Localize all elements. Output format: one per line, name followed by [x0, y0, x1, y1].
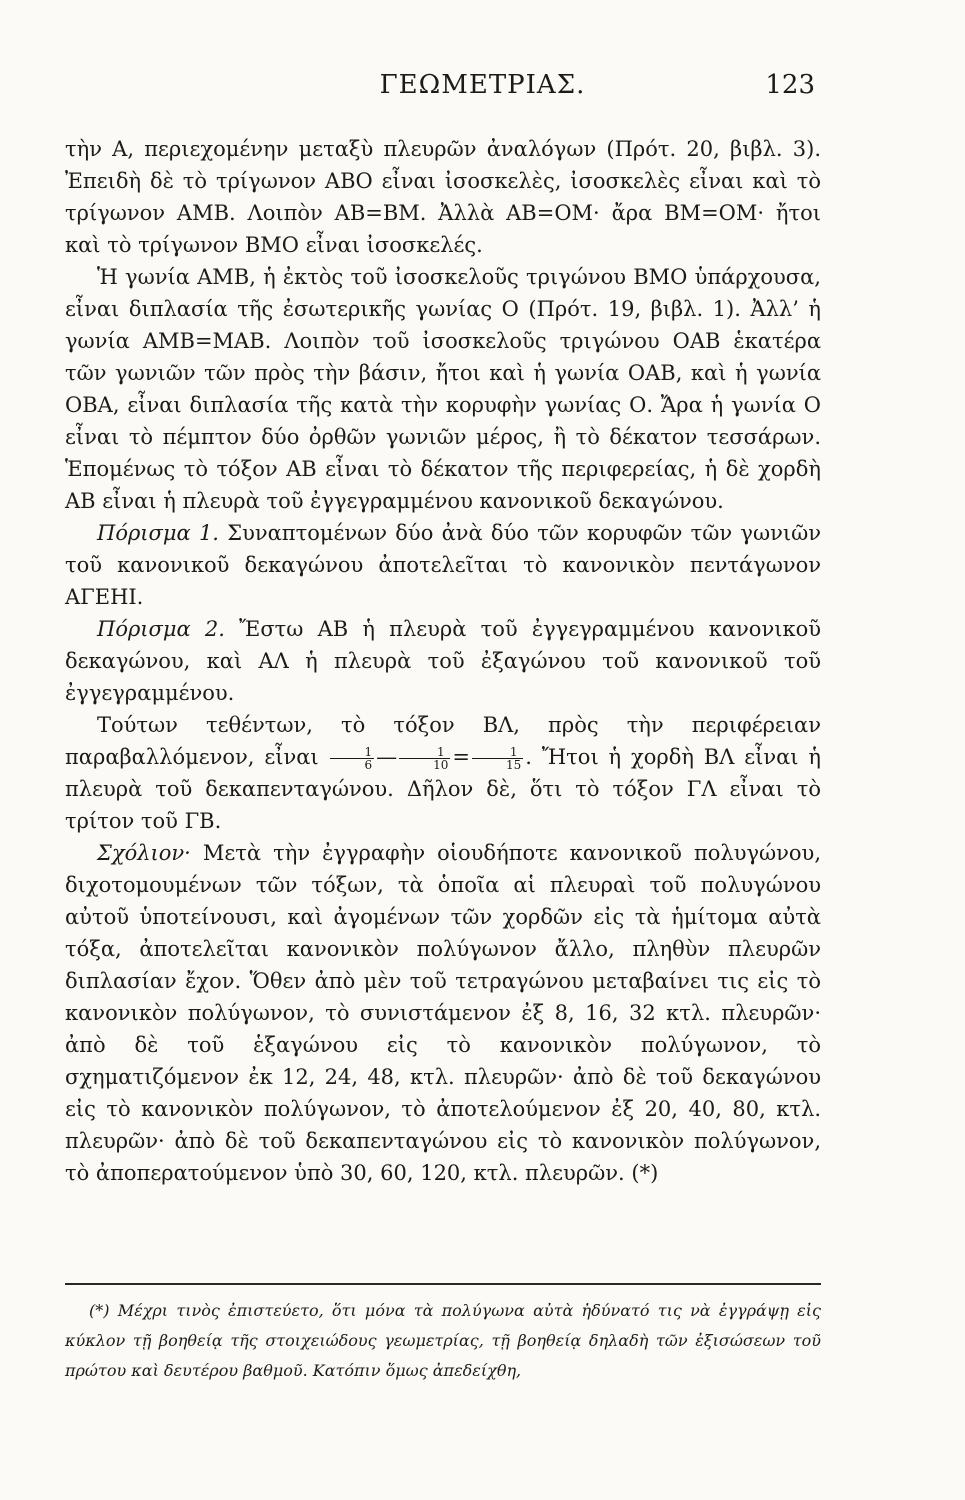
footnote-text: (*) Μέχρι τινὸς ἐπιστεύετο, ὅτι μόνα τὰ πολύγωνα αὐτὰ ἠδύνατό τις νὰ ἐγγράψῃ εἰς κύκλον τῇ βοηθείᾳ τῆς στοιχειώδους γεωμετρίας, τῇ βοηθείᾳ δηλαδὴ τῶν ἐξισώσεων τοῦ πρώτου καὶ δευτέρου βαθμοῦ. Κατόπιν ὅμως ἀπεδείχθη,	[65, 1301, 821, 1380]
fraction-one-tenth: $\frac{1}{10}$	[399, 746, 450, 771]
fraction-one-fifteenth: $\frac{1}{15}$	[472, 746, 523, 771]
equation-trail-text: Ἤτοι ἡ χορδὴ ΒΛ εἶναι ἡ πλευρὰ τοῦ δεκαπενταγώνου. Δῆλον δὲ, ὅτι τὸ τόξον ΓΛ εἶναι τὸ τρίτον τοῦ ΓΒ.	[65, 745, 821, 833]
equation-end: .	[525, 745, 532, 769]
scholium	[65, 837, 821, 1189]
scholium-heading: Σχόλιον·	[97, 841, 191, 865]
fraction-one-sixth: $\frac{1}{6}$	[330, 746, 374, 771]
paragraph: Ἡ γωνία ΑΜΒ, ἡ ἐκτὸς τοῦ ἰσοσκελοῦς τριγώνου ΒΜΟ ὑπάρχουσα, εἶναι διπλασία τῆς ἐσωτερικῆς γωνίας Ο (Πρότ. 19, βιβλ. 1). Ἀλλ’ ἡ γωνία ΑΜΒ=ΜΑΒ. Λοιπὸν τοῦ ἰσοσκελοῦς τριγώνου ΟΑΒ ἑκατέρα τῶν γωνιῶν τῶν πρὸς τὴν βάσιν, ἤτοι καὶ ἡ γωνία ΟΑΒ, καὶ ἡ γωνία ΟΒΑ, εἶναι διπλασία τῆς κατὰ τὴν κορυφὴν γωνίας Ο. Ἄρα ἡ γωνία Ο εἶναι τὸ πέμπτον δύο ὀρθῶν γωνιῶν μέρος, ἢ τὸ δέκατον τεσσάρων. Ἑπομένως τὸ τόξον ΑΒ εἶναι τὸ δέκατον τῆς περιφερείας, ἡ δὲ χορδὴ ΑΒ εἶναι ἡ πλευρὰ τοῦ ἐγγεγραμμένου κανονικοῦ δεκαγώνου.	[65, 265, 821, 513]
running-title: ΓΕΩΜΕΤΡΙΑΣ.	[379, 70, 586, 100]
corollary-2	[65, 613, 821, 709]
corollary-2-heading: Πόρισμα 2.	[97, 617, 225, 641]
corollary-2-text: Ἔστω ΑΒ ἡ πλευρὰ τοῦ ἐγγεγραμμένου κανονικοῦ δεκαγώνου, καὶ ΑΛ ἡ πλευρὰ τοῦ ἐξαγώνου τοῦ κανονικοῦ τοῦ ἐγγεγραμμένου.	[65, 617, 821, 705]
footnote-rule	[65, 1283, 821, 1285]
footnote	[65, 1296, 821, 1386]
scholium-text: Μετὰ τὴν ἐγγραφὴν οἱουδήποτε κανονικοῦ πολυγώνου, διχοτομουμένων τῶν τόξων, τὰ ὁποῖα αἱ πλευραὶ τοῦ πολυγώνου αὐτοῦ ὑποτείνουσι, καὶ ἀγομένων τῶν χορδῶν εἰς τὰ ἡμίτομα αὐτὰ τόξα, ἀποτελεῖται κανονικὸν πολύγωνον ἄλλο, πληθὺν πλευρῶν διπλασίαν ἔχον. Ὅθεν ἀπὸ μὲν τοῦ τετραγώνου μεταβαίνει τις εἰς τὸ κανονικὸν πολύγωνον, τὸ συνιστάμενον ἐξ 8, 16, 32 κτλ. πλευρῶν· ἀπὸ δὲ τοῦ ἑξαγώνου εἰς τὸ κανονικὸν πολύγωνον, τὸ σχηματιζόμενον ἐκ 12, 24, 48, κτλ. πλευρῶν· ἀπὸ δὲ τοῦ δεκαγώνου εἰς τὸ κανονικὸν πολύγωνον, τὸ ἀποτελούμενον ἐξ 20, 40, 80, κτλ. πλευρῶν· ἀπὸ δὲ τοῦ δεκαπενταγώνου εἰς τὸ κανονικὸν πολύγωνον, τὸ ἀποπερατούμενον ὑπὸ 30, 60, 120, κτλ. πλευρῶν. (*)	[65, 841, 821, 1185]
minus-sign: —	[376, 745, 398, 769]
page-number: 123	[765, 70, 815, 100]
page-header	[0, 70, 965, 110]
paragraph: τὴν Α, περιεχομένην μεταξὺ πλευρῶν ἀναλόγων (Πρότ. 20, βιβλ. 3). Ἐπειδὴ δὲ τὸ τρίγωνον ΑΒΟ εἶναι ἰσοσκελὲς, ἰσοσκελὲς εἶναι καὶ τὸ τρίγωνον ΑΜΒ. Λοιπὸν ΑΒ=ΒΜ. Ἀλλὰ ΑΒ=ΟΜ· ἄρα ΒΜ=ΟΜ· ἤτοι καὶ τὸ τρίγωνον ΒΜΟ εἶναι ἰσοσκελές.	[65, 137, 821, 257]
fraction-equation	[328, 745, 541, 772]
paragraph-with-equation	[65, 709, 821, 837]
corollary-1-text: Συναπτομένων δύο ἀνὰ δύο τῶν κορυφῶν τῶν γωνιῶν τοῦ κανονικοῦ δεκαγώνου ἀποτελεῖται τὸ κανονικὸν πεντάγωνον ΑΓΕΗΙ.	[65, 521, 821, 609]
body-text	[65, 133, 821, 1189]
equation-lead-text: Τούτων τεθέντων, τὸ τόξον ΒΛ, πρὸς τὴν περιφέρειαν παραβαλλόμενον, εἶναι	[65, 713, 821, 769]
corollary-1	[65, 517, 821, 613]
corollary-1-heading: Πόρισμα 1.	[97, 521, 219, 545]
equals-sign: =	[452, 745, 471, 769]
